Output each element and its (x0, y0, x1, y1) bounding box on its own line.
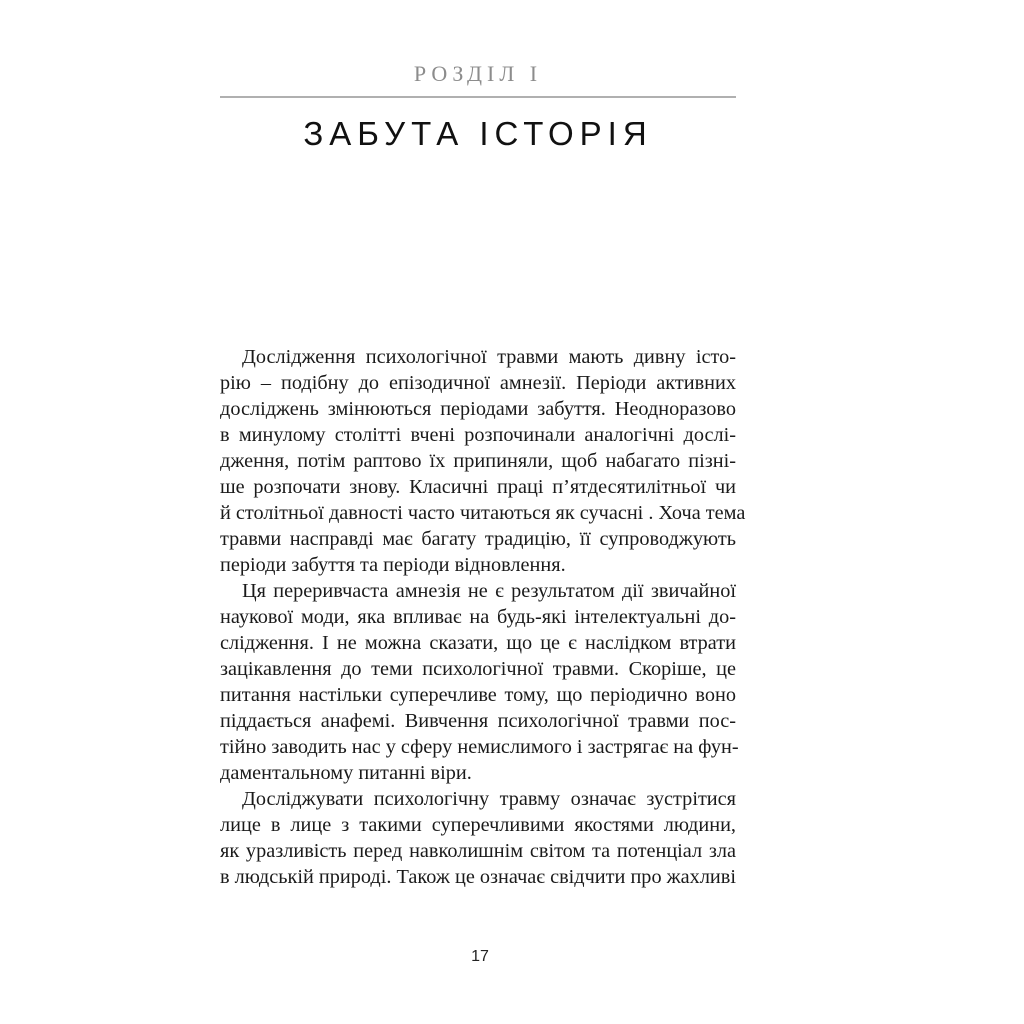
chapter-label: РОЗДІЛ І (413, 61, 543, 86)
text-line: Дослідження психологічної травми мають дивну істо- (242, 346, 736, 368)
body-text (220, 344, 746, 890)
text-line: даментальному питанні віри. (220, 762, 472, 784)
text-line: ше розпочати знову. Класичні праці п’ятдесятилітньої чи (220, 476, 736, 498)
text-line: як уразливість перед навколишнім світом та потенціал зла (220, 840, 736, 862)
paragraph (220, 786, 736, 890)
text-line: наукової моди, яка впливає на будь-які інтелектуальні до- (220, 606, 736, 628)
text-line: в людській природі. Також це означає свідчити про жахливі (220, 866, 736, 888)
text-line: питання настільки суперечливе тому, що періодично воно (220, 684, 736, 706)
chapter-divider (220, 96, 736, 98)
text-line: й столітньої давності часто читаються як сучасні . Хоча тема (220, 502, 746, 524)
text-line: рію – подібну до епізодичної амнезії. Періоди активних (220, 372, 736, 394)
text-line: тійно заводить нас у сферу немислимого і застрягає на фун- (220, 736, 739, 758)
text-line: Досліджувати психологічну травму означає зустрітися (242, 788, 736, 810)
text-line: в минулому столітті вчені розпочинали аналогічні дослі- (220, 424, 736, 446)
text-line: дження, потім раптово їх припиняли, щоб набагато пізні- (220, 450, 736, 472)
text-line: лице в лице з такими суперечливими якостями людини, (220, 814, 736, 836)
text-line: періоди забуття та періоди відновлення. (220, 554, 566, 576)
text-line: травми насправді має багату традицію, її супроводжують (220, 528, 736, 550)
text-line: піддається анафемі. Вивчення психологічної травми пос- (220, 710, 736, 732)
text-line: Ця переривчаста амнезія не є результатом дії звичайної (242, 580, 736, 602)
paragraph (220, 344, 746, 578)
paragraph (220, 578, 739, 786)
text-line: досліджень змінюються періодами забуття. Неодноразово (220, 398, 736, 420)
page-number: 17 (471, 948, 489, 965)
text-line: зацікавлення до теми психологічної травми. Скоріше, це (220, 658, 736, 680)
text-line: слідження. І не можна сказати, що це є наслідком втрати (220, 632, 736, 654)
chapter-title: ЗАБУТА ІСТОРІЯ (303, 115, 653, 152)
